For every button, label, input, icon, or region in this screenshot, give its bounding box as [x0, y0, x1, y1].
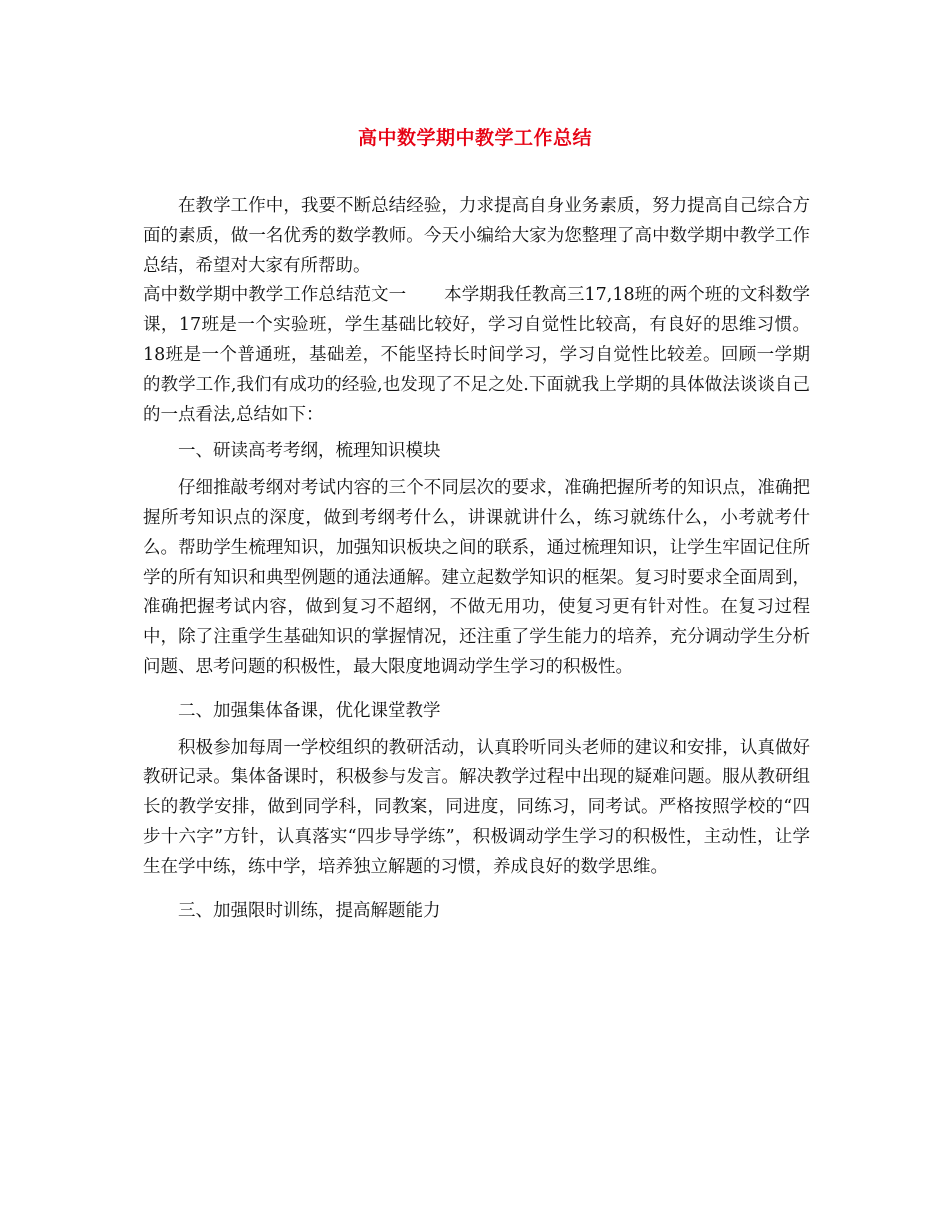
section-1-body: 仔细推敲考纲对考试内容的三个不同层次的要求，准确把握所考的知识点，准确把握所考知识点的深度，做到考纲考什么，讲课就讲什么，练习就练什么，小考就考什么。帮助学生梳理知识，加强知识板块之间的联系，通过梳理知识，让学生牢固记住所学的所有知识和典型例题的通法通解。建立起数学知识的框架。复习时要求全面周到，准确把握考试内容，做到复习不超纲，不做无用功，使复习更有针对性。在复习过程中，除了注重学生基础知识的掌握情况，还注重了学生能力的培养，充分调动学生分析问题、思考问题的积极性，最大限度地调动学生学习的积极性。 [143, 478, 810, 677]
sample-paragraph [143, 281, 810, 430]
section-2-body: 积极参加每周一学校组织的教研活动，认真聆听同头老师的建议和安排，认真做好教研记录。集体备课时，积极参与发言。解决教学过程中出现的疑难问题。服从教研组长的教学安排，做到同学科，同教案，同进度，同练习，同考试。严格按照学校的“四步十六字”方针，认真落实“四步导学练”，积极调动学生学习的积极性，主动性，让学生在学中练，练中学，培养独立解题的习惯，养成良好的数学思维。 [143, 737, 810, 877]
document-title: 高中数学期中教学工作总结 [357, 127, 592, 149]
intro-paragraph: 在教学工作中，我要不断总结经验，力求提高自身业务素质，努力提高自己综合方面的素质，做一名优秀的数学教师。今天小编给大家为您整理了高中数学期中教学工作总结，希望对大家有所帮助。 [143, 196, 810, 276]
section-3-heading: 三、加强限时训练，提高解题能力 [178, 900, 441, 921]
section-1-heading: 一、研读高考考纲，梳理知识模块 [178, 441, 441, 462]
sample-label: 高中数学期中教学工作总结范文一 [143, 285, 407, 306]
sample-body: 本学期我任教高三17,18班的两个班的文科数学课，17班是一个实验班，学生基础比较好，学习自觉性比较高，有良好的思维习惯。18班是一个普通班，基础差，不能坚持长时间学习，学习自觉性比较差。回顾一学期的教学工作,我们有成功的经验,也发现了不足之处.下面就我上学期的具体做法谈谈自己的一点看法,总结如下： [143, 285, 810, 425]
section-2-heading: 二、加强集体备课，优化课堂教学 [178, 700, 441, 721]
document-body [143, 192, 810, 926]
